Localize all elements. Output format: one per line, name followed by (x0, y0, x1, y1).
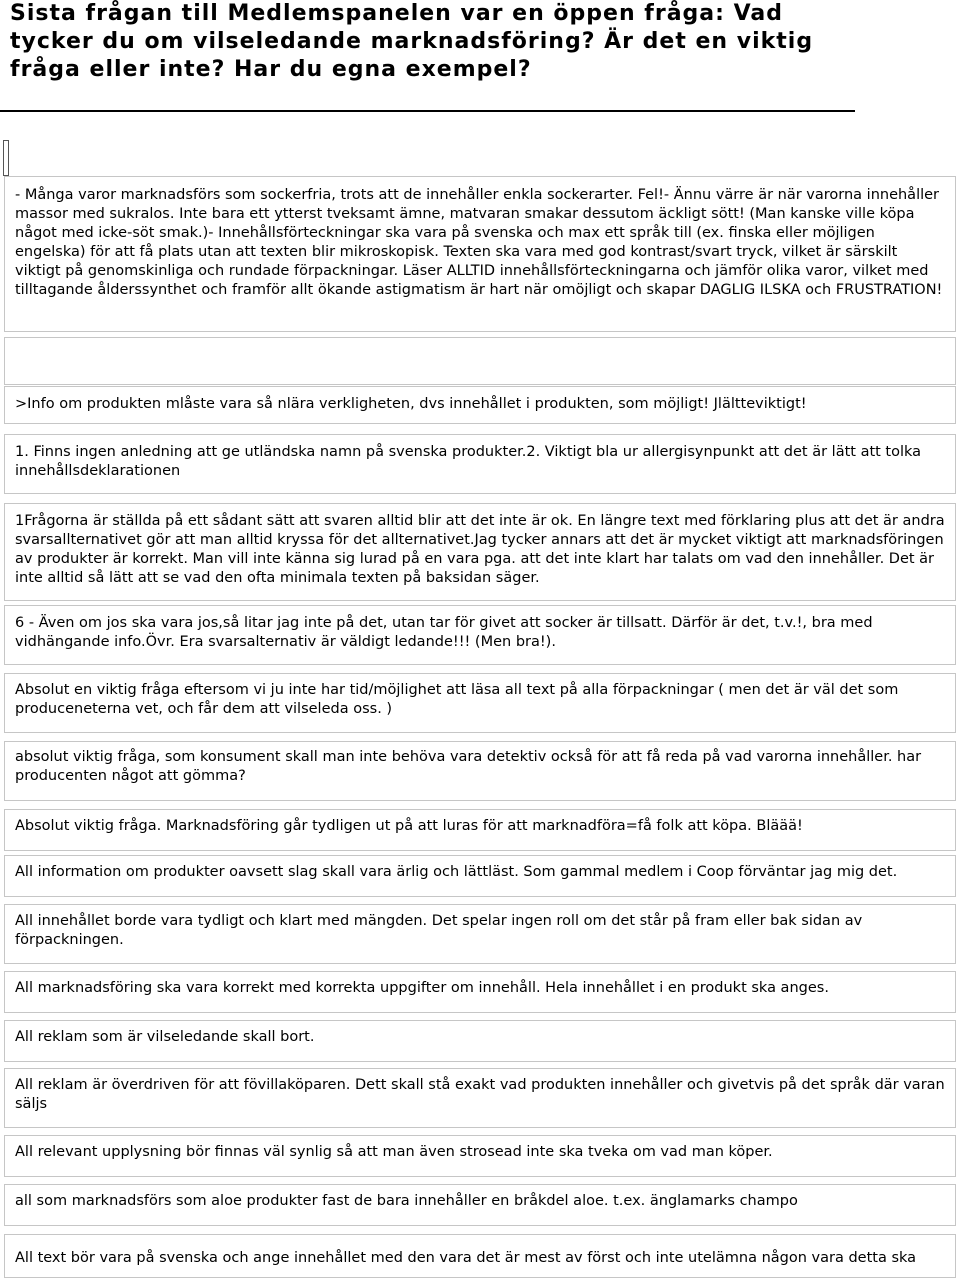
answer-text: 1. Finns ingen anledning att ge utländska namn på svenska produkter.2. Viktigt bla ur allergisynpunkt att det är lätt att tolka innehållsdeklarationen (15, 444, 922, 479)
answer-box (4, 434, 956, 494)
answer-box (4, 176, 956, 332)
answer-text: - Många varor marknadsförs som sockerfria, trots att de innehåller enkla sockerarter. Fel!- Ännu värre är när varorna innehåller massor med sukralos. Inte bara ett ytterst tveksamt ämne, matvaran smakar dessutom äckligt sött! (Man kanske ville köpa något med icke-söt smak.)- Innehållsförteckningar ska vara på svenska och max ett språk till (ex. finska eller möjligen engelska) för att få plats utan att texten blir mikroskopisk. Texten ska vara med god kontrast/svart tryck, vilket är särskilt viktigt på genomskinliga och rundade förpackningar. Läser ALLTID innehållsförteckningarna och jämför olika varor, vilket med tilltagande ålderssynthet och framför allt ökande astigmatism är hart när omöjligt och skapar DAGLIG ILSKA och FRUSTRATION! (15, 187, 943, 298)
answer-box (4, 673, 956, 733)
answer-box (4, 904, 956, 964)
answer-box (4, 386, 956, 424)
answer-box (4, 503, 956, 601)
answer-box (4, 971, 956, 1013)
answer-text: absolut viktig fråga, som konsument skall man inte behöva vara detektiv också för att få reda på vad varorna innehåller. har producenten något att gömma? (15, 749, 922, 784)
answer-text: All marknadsföring ska vara korrekt med korrekta uppgifter om innehåll. Hela innehållet i en produkt ska anges. (15, 980, 829, 996)
answer-text: All reklam som är vilseledande skall bort. (15, 1029, 315, 1045)
answer-text: >Info om produkten mlåste vara så nlära verkligheten, dvs innehållet i produkten, som möjligt! Jlältteviktigt! (15, 396, 807, 412)
answer-text: All information om produkter oavsett slag skall vara ärlig och lättläst. Som gammal medlem i Coop förväntar jag mig det. (15, 864, 898, 880)
answer-text: Absolut en viktig fråga eftersom vi ju inte har tid/möjlighet att läsa all text på alla förpackningar ( men det är väl det som produceneterna vet, och får dem att vilseleda oss. ) (15, 682, 899, 717)
answer-box (4, 1184, 956, 1226)
answer-box (4, 337, 956, 385)
answer-text: All reklam är överdriven för att fövillaköparen. Dett skall stå exakt vad produkten innehåller och givetvis på det språk där varan säljs (15, 1077, 945, 1112)
answer-text: Absolut viktig fråga. Marknadsföring går tydligen ut på att luras för att marknadföra=få folk att köpa. Bläää! (15, 818, 803, 834)
answer-box (4, 855, 956, 897)
answer-text: All text bör vara på svenska och ange innehållet med den vara det är mest av först och inte utelämna någon vara detta ska (15, 1250, 917, 1266)
answer-box (4, 605, 956, 665)
title-divider (0, 110, 855, 112)
answer-box (4, 1068, 956, 1128)
answer-box (4, 1135, 956, 1177)
answer-box (4, 741, 956, 801)
answer-box (4, 809, 956, 851)
answer-text: All relevant upplysning bör finnas väl synlig så att man även strosead inte ska tveka om vad man köper. (15, 1144, 773, 1160)
answer-box (4, 1234, 956, 1278)
answer-box (4, 1020, 956, 1062)
answer-text: all som marknadsförs som aloe produkter fast de bara innehåller en bråkdel aloe. t.ex. änglamarks champo (15, 1193, 798, 1209)
answer-text: 6 - Även om jos ska vara jos,så litar jag inte på det, utan tar för givet att socker är tillsatt. Därför är det, t.v.!, bra med vidhängande info.Övr. Era svarsalternativ är väldigt ledande!!! (Men bra!). (15, 615, 873, 650)
answer-text: All innehållet borde vara tydligt och klart med mängden. Det spelar ingen roll om det står på fram eller bak sidan av förpackningen. (15, 913, 863, 948)
answer-text: 1Frågorna är ställda på ett sådant sätt att svaren alltid blir att det inte är ok. En längre text med förklaring plus att det är andra svarsallternativet gör att man alltid kryssa för det allternativet.Jag tycker annars att det är mycket viktigt att marknadsföringen av produkter är korrekt. Man vill inte känna sig lurad på en vara pga. att det inte klart har talats om vad den innehåller. Det är inte alltid så lätt att se vad den ofta minimala texten på baksidan säger. (15, 513, 945, 586)
page-title: Sista frågan till Medlemspanelen var en öppen fråga: Vad tycker du om vilseledande marknadsföring? Är det en viktig fråga eller inte? Har du egna exempel? (10, 1, 814, 82)
broken-image-placeholder (3, 140, 9, 176)
